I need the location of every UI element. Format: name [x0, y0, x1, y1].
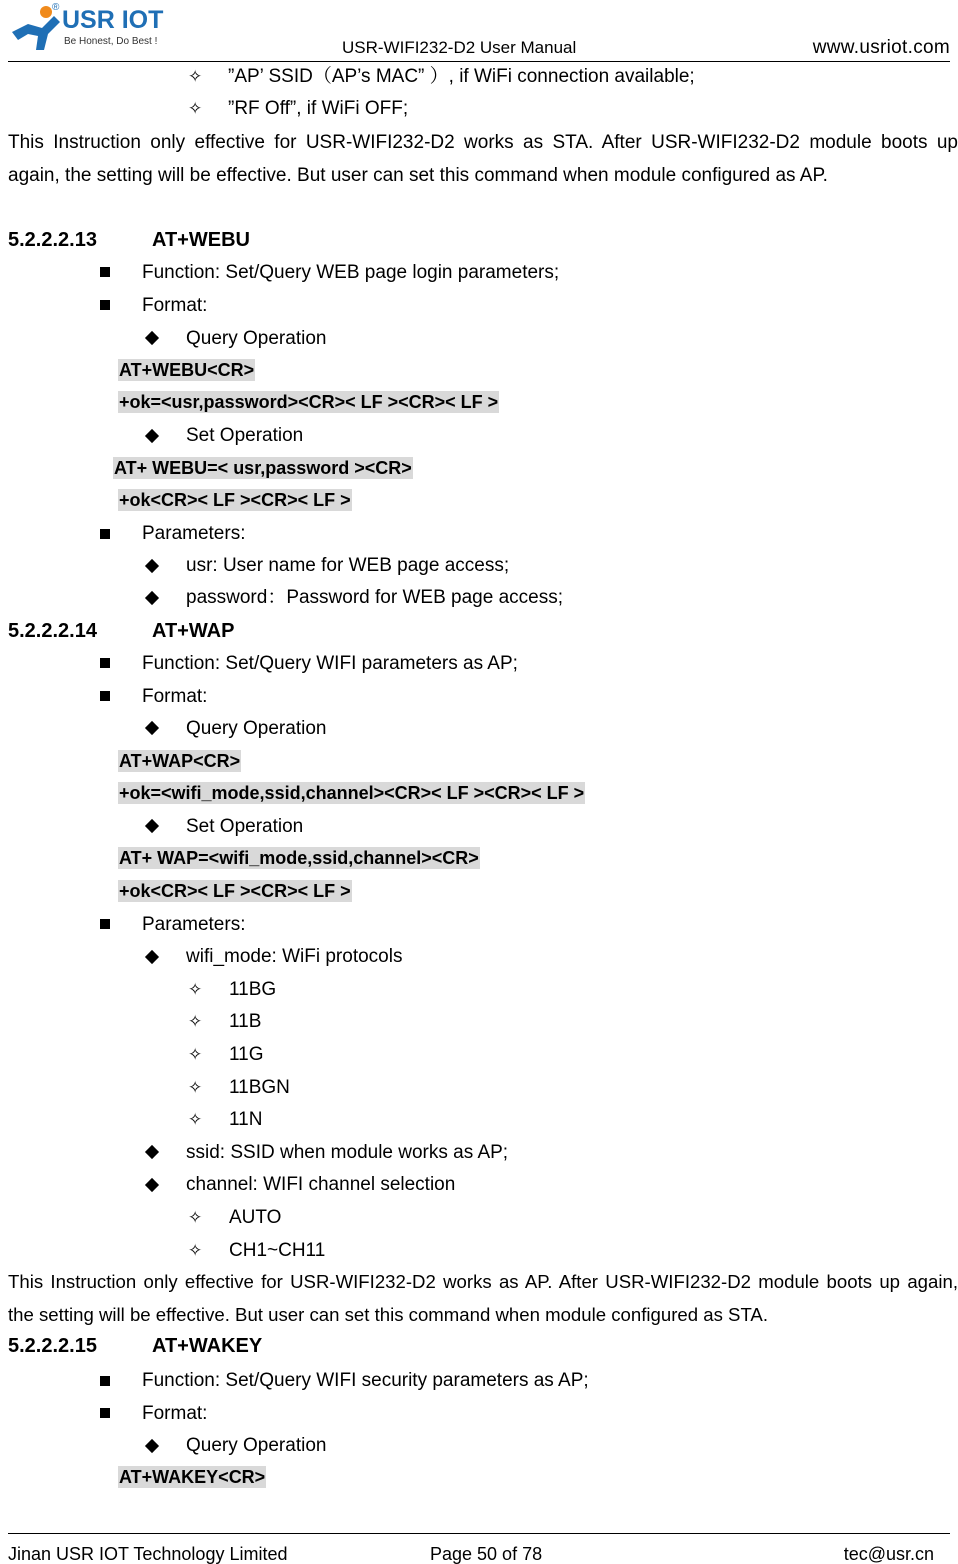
query-response: +ok=<usr,password><CR>< LF ><CR>< LF > — [119, 392, 499, 412]
section-command: AT+WEBU — [152, 229, 250, 251]
set-operation-label: Set Operation — [186, 425, 304, 446]
parameters-label: Parameters: — [142, 523, 246, 544]
section-number: 5.2.2.2.15 — [8, 1335, 97, 1357]
footer-email[interactable]: tec@usr.cn — [843, 1544, 934, 1564]
param-channel: channel: WIFI channel selection — [186, 1174, 456, 1195]
query-command: AT+WAKEY<CR> — [119, 1467, 266, 1487]
wifi-mode-option: 11G — [229, 1044, 264, 1065]
query-command: AT+WAP<CR> — [119, 751, 241, 771]
hollow-star-bullet-icon: ✧ — [188, 980, 203, 999]
set-response: +ok<CR>< LF ><CR>< LF > — [119, 881, 351, 901]
query-operation-label: Query Operation — [186, 328, 327, 349]
function-text: Function: Set/Query WIFI security parameters as AP; — [142, 1370, 589, 1391]
website-url[interactable]: www.usriot.com — [812, 37, 950, 58]
footer-company: Jinan USR IOT Technology Limited — [8, 1544, 288, 1564]
diamond-bullet-icon — [145, 591, 159, 605]
function-text: Function: Set/Query WEB page login parameters; — [142, 262, 560, 283]
hollow-star-bullet-icon: ✧ — [188, 99, 203, 118]
list-item: ”AP’ SSID（AP’s MAC” ）, if WiFi connection available; — [228, 66, 695, 87]
paragraph-ap-note: This Instruction only effective for USR-WIFI232-D2 works as AP. After USR-WIFI232-D2 module boots up again, the setting will be effective. But user can set this command when module configured as STA. — [8, 1271, 958, 1325]
diamond-bullet-icon — [145, 1145, 159, 1159]
param-wifi-mode: wifi_mode: WiFi protocols — [186, 946, 403, 967]
set-command: AT+ WAP=<wifi_mode,ssid,channel><CR> — [119, 848, 479, 868]
channel-option: AUTO — [229, 1207, 282, 1228]
diamond-bullet-icon — [145, 819, 159, 833]
function-text: Function: Set/Query WIFI parameters as AP; — [142, 653, 518, 674]
manual-title: USR-WIFI232-D2 User Manual — [342, 38, 577, 57]
header-divider — [8, 61, 950, 62]
wifi-mode-option: 11B — [229, 1011, 262, 1032]
hollow-star-bullet-icon: ✧ — [188, 1208, 203, 1227]
square-bullet-icon — [100, 267, 110, 277]
square-bullet-icon — [100, 1408, 110, 1418]
logo-tagline: Be Honest, Do Best ! — [64, 36, 158, 47]
query-response: +ok=<wifi_mode,ssid,channel><CR>< LF ><CR>< LF > — [119, 783, 585, 803]
wifi-mode-option: 11BG — [229, 979, 277, 1000]
format-label: Format: — [142, 686, 208, 707]
section-number: 5.2.2.2.14 — [8, 620, 97, 642]
format-label: Format: — [142, 295, 208, 316]
hollow-star-bullet-icon: ✧ — [188, 67, 203, 86]
set-operation-label: Set Operation — [186, 816, 304, 837]
diamond-bullet-icon — [145, 559, 159, 573]
section-command: AT+WAP — [152, 620, 235, 642]
paragraph-sta-note: This Instruction only effective for USR-WIFI232-D2 works as STA. After USR-WIFI232-D2 module boots up again, the setting will be effective. But user can set this command when module configured as AP. — [8, 132, 958, 186]
square-bullet-icon — [100, 300, 110, 310]
diamond-bullet-icon — [145, 950, 159, 964]
hollow-star-bullet-icon: ✧ — [188, 1045, 203, 1064]
query-operation-label: Query Operation — [186, 718, 327, 739]
section-heading-wap — [8, 619, 408, 643]
square-bullet-icon — [100, 658, 110, 668]
section-heading-wakey — [8, 1334, 408, 1358]
list-item: ”RF Off”, if WiFi OFF; — [228, 98, 409, 119]
diamond-bullet-icon — [145, 1439, 159, 1453]
square-bullet-icon — [100, 919, 110, 929]
set-response: +ok<CR>< LF ><CR>< LF > — [119, 490, 351, 510]
wifi-mode-option: 11BGN — [229, 1077, 290, 1098]
square-bullet-icon — [100, 691, 110, 701]
query-command: AT+WEBU<CR> — [119, 360, 255, 380]
diamond-bullet-icon — [145, 1178, 159, 1192]
diamond-bullet-icon — [145, 429, 159, 443]
square-bullet-icon — [100, 529, 110, 539]
channel-option: CH1~CH11 — [229, 1240, 326, 1261]
usr-iot-logo — [8, 2, 178, 56]
parameters-label: Parameters: — [142, 914, 246, 935]
format-label: Format: — [142, 1403, 208, 1424]
query-operation-label: Query Operation — [186, 1435, 327, 1456]
set-command: AT+ WEBU=< usr,password ><CR> — [114, 458, 412, 478]
hollow-star-bullet-icon: ✧ — [188, 1241, 203, 1260]
section-command: AT+WAKEY — [152, 1335, 263, 1357]
param-password: password：Password for WEB page access; — [186, 587, 563, 608]
section-number: 5.2.2.2.13 — [8, 229, 97, 251]
square-bullet-icon — [100, 1376, 110, 1386]
logo-brand-text: USR IOT — [62, 6, 164, 34]
footer-divider — [8, 1533, 950, 1534]
diamond-bullet-icon — [145, 721, 159, 735]
section-heading-webu — [8, 228, 408, 252]
wifi-mode-option: 11N — [229, 1109, 263, 1130]
hollow-star-bullet-icon: ✧ — [188, 1110, 203, 1129]
svg-text:®: ® — [52, 2, 60, 13]
footer-page-number: Page 50 of 78 — [430, 1544, 543, 1564]
hollow-star-bullet-icon: ✧ — [188, 1078, 203, 1097]
hollow-star-bullet-icon: ✧ — [188, 1012, 203, 1031]
diamond-bullet-icon — [145, 331, 159, 345]
param-ssid: ssid: SSID when module works as AP; — [186, 1142, 509, 1163]
param-usr: usr: User name for WEB page access; — [186, 555, 510, 576]
